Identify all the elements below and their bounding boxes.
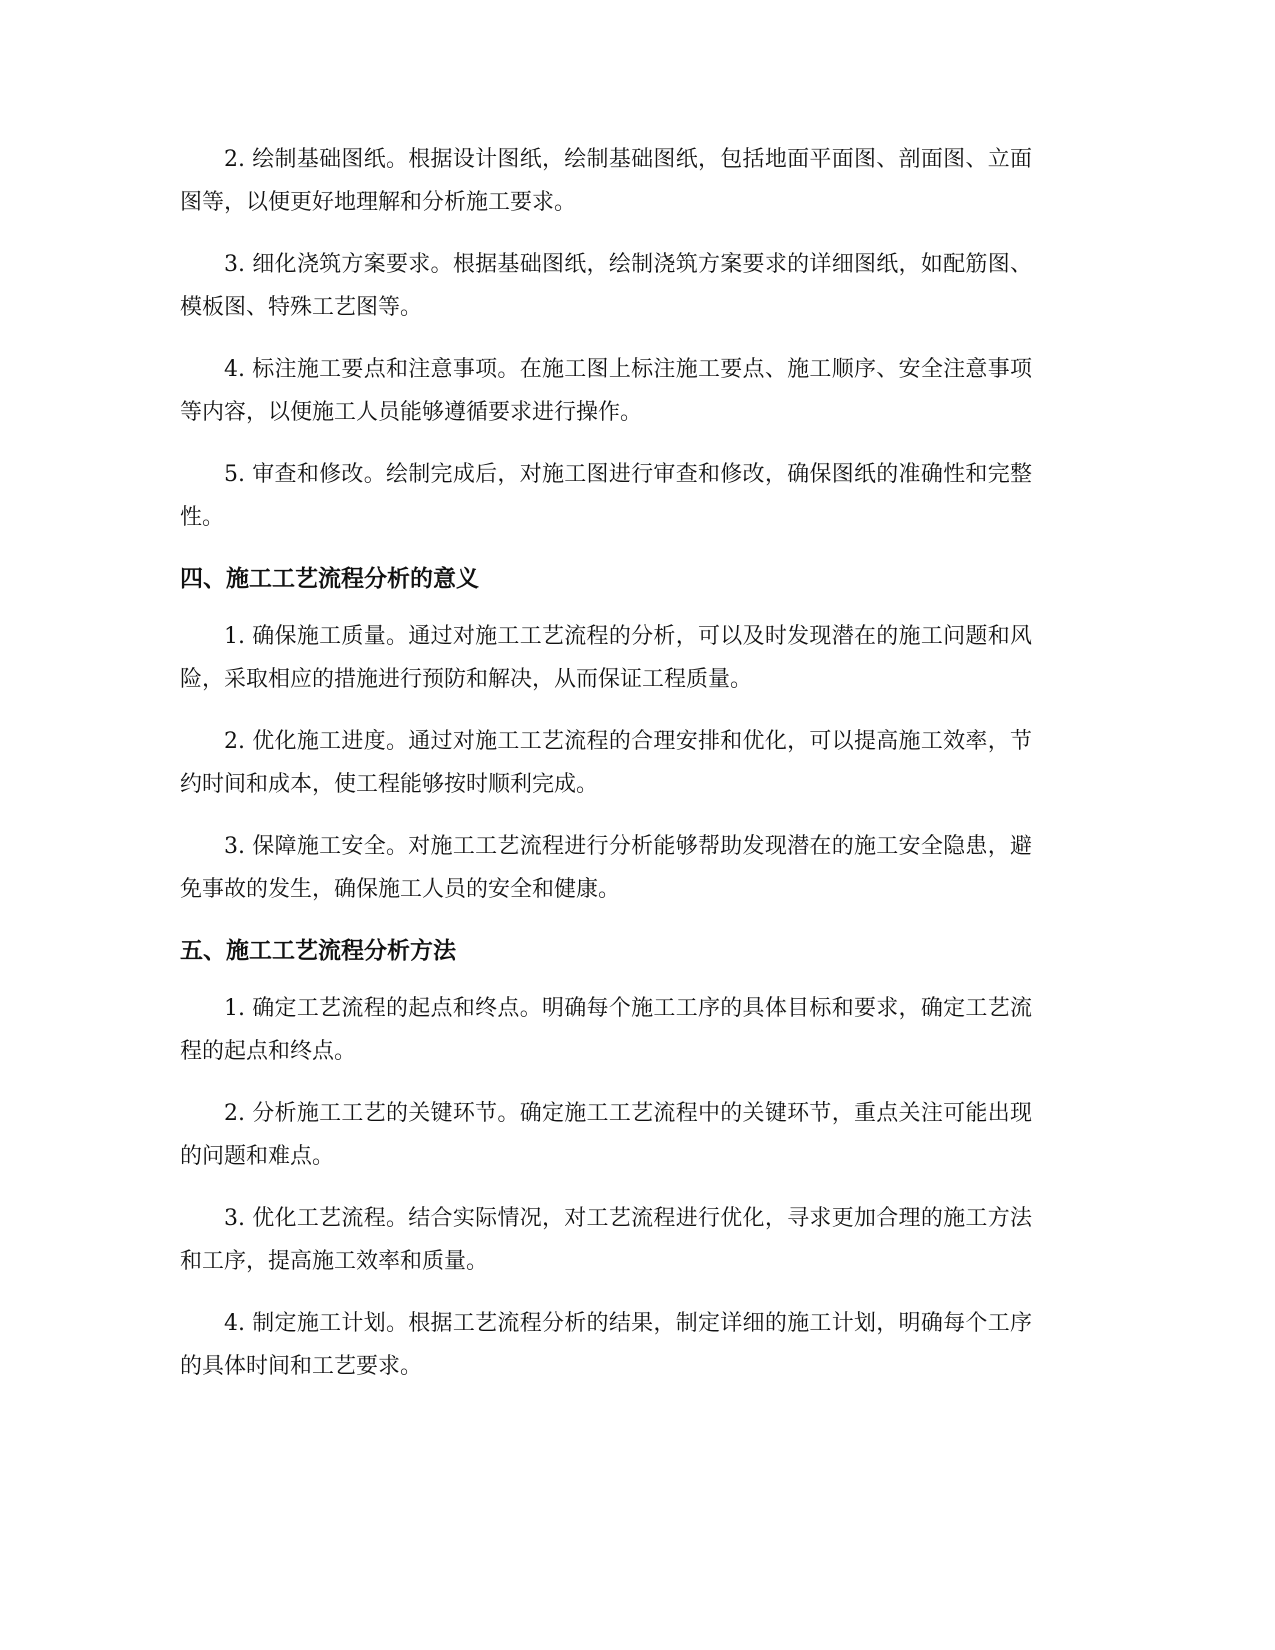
paragraph-optimize-schedule: 2. 优化施工进度。通过对施工工艺流程的合理安排和优化，可以提高施工效率，节约时间和成本，使工程能够按时顺利完成。 — [180, 729, 1032, 797]
paragraph-draw-foundation: 2. 绘制基础图纸。根据设计图纸，绘制基础图纸，包括地面平面图、剖面图、立面图等，以便更好地理解和分析施工要求。 — [180, 147, 1032, 215]
document-page — [180, 138, 1032, 1407]
paragraph-construction-plan: 4. 制定施工计划。根据工艺流程分析的结果，制定详细的施工计划，明确每个工序的具体时间和工艺要求。 — [180, 1311, 1032, 1379]
paragraph-review-revise: 5. 审查和修改。绘制完成后，对施工图进行审查和修改，确保图纸的准确性和完整性。 — [180, 462, 1032, 530]
paragraph-start-end-points: 1. 确定工艺流程的起点和终点。明确每个施工工序的具体目标和要求，确定工艺流程的起点和终点。 — [180, 996, 1032, 1064]
paragraph-optimize-process: 3. 优化工艺流程。结合实际情况，对工艺流程进行优化，寻求更加合理的施工方法和工序，提高施工效率和质量。 — [180, 1206, 1032, 1274]
paragraph-key-links: 2. 分析施工工艺的关键环节。确定施工工艺流程中的关键环节，重点关注可能出现的问题和难点。 — [180, 1101, 1032, 1169]
paragraph-ensure-safety: 3. 保障施工安全。对施工工艺流程进行分析能够帮助发现潜在的施工安全隐患，避免事故的发生，确保施工人员的安全和健康。 — [180, 834, 1032, 902]
paragraph-refine-pouring: 3. 细化浇筑方案要求。根据基础图纸，绘制浇筑方案要求的详细图纸，如配筋图、模板图、特殊工艺图等。 — [180, 252, 1032, 320]
paragraph-annotate-points: 4. 标注施工要点和注意事项。在施工图上标注施工要点、施工顺序、安全注意事项等内容，以便施工人员能够遵循要求进行操作。 — [180, 357, 1032, 425]
section-heading-significance: 四、施工工艺流程分析的意义 — [180, 566, 479, 592]
paragraph-ensure-quality: 1. 确保施工质量。通过对施工工艺流程的分析，可以及时发现潜在的施工问题和风险，采取相应的措施进行预防和解决，从而保证工程质量。 — [180, 624, 1032, 692]
section-heading-methods: 五、施工工艺流程分析方法 — [180, 938, 456, 964]
